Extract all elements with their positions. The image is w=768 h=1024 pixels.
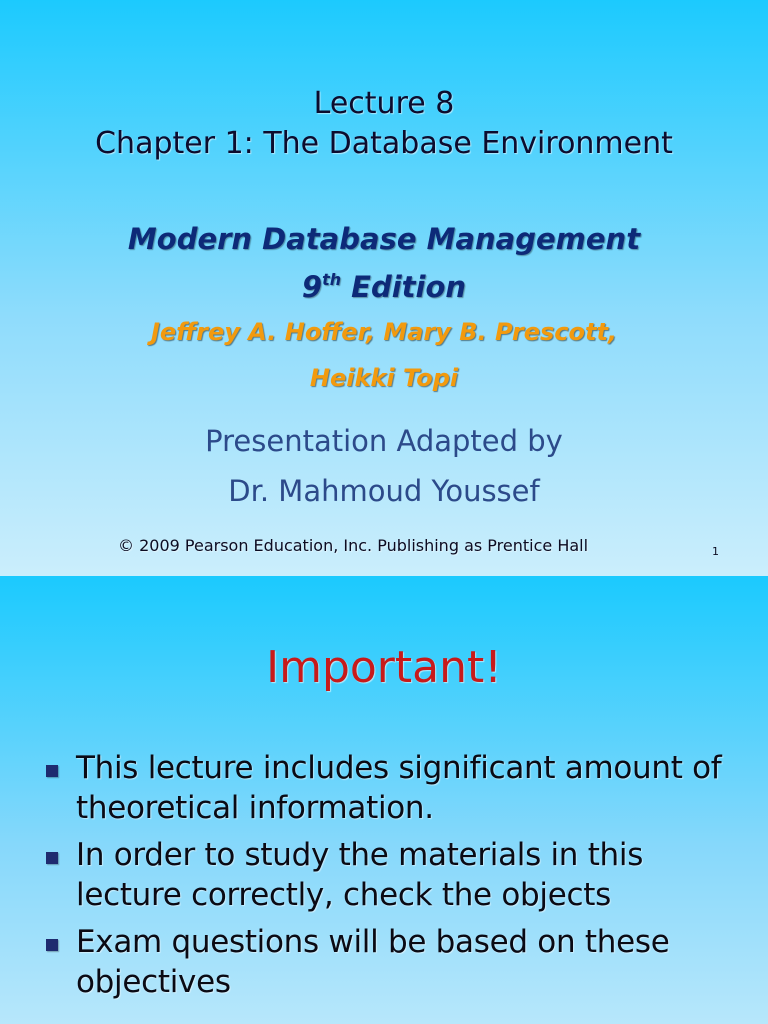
bullet-item [46,748,746,828]
edition-suffix: th [322,270,342,290]
slide-number: 1 [712,545,719,558]
bullet-item [46,835,746,915]
bullet-text: In order to study the materials in this lecture correctly, check the objects [76,837,644,913]
important-heading: Important! [266,642,502,693]
edition-line [0,270,768,304]
authors-line-2: Heikki Topi [309,364,459,392]
square-bullet-icon [46,765,58,777]
bullet-text: Exam questions will be based on these objectives [76,924,670,1000]
bullet-text: This lecture includes significant amount of theoretical information. [76,750,722,826]
square-bullet-icon [46,852,58,864]
edition-word: Edition [341,270,467,304]
bullet-item [46,922,746,1002]
chapter-title: Chapter 1: The Database Environment [95,126,673,161]
adapter-name: Dr. Mahmoud Youssef [228,474,540,508]
bullet-list [46,748,746,1009]
authors-line-1: Jeffrey A. Hoffer, Mary B. Prescott, [150,318,618,346]
square-bullet-icon [46,939,58,951]
lecture-title: Lecture 8 [313,86,455,121]
adapted-by: Presentation Adapted by [205,424,563,458]
book-title: Modern Database Management [127,222,641,256]
copyright-notice: © 2009 Pearson Education, Inc. Publishing as Prentice Hall [118,536,589,555]
edition-number: 9 [301,270,323,304]
